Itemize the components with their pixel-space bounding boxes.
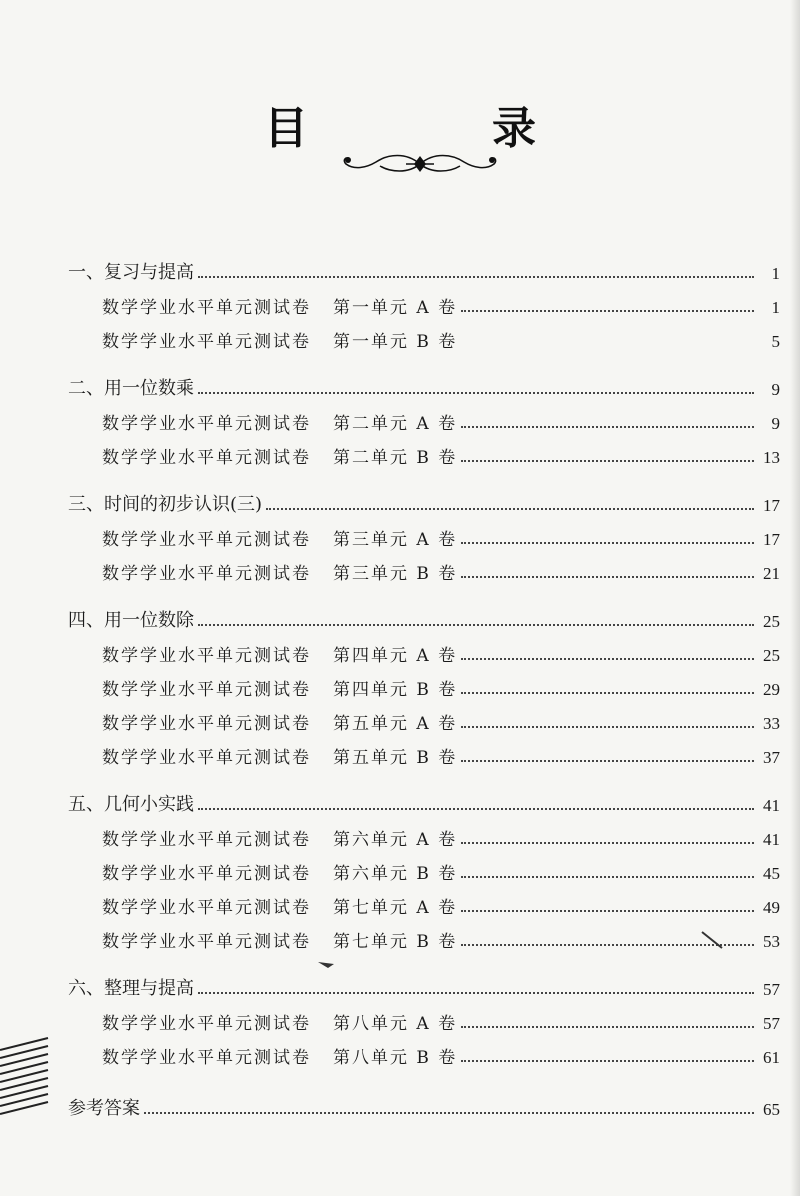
entry-unit: 第二单元 B 卷: [333, 448, 458, 468]
page-number: 61: [763, 1048, 780, 1067]
leader-dots: [266, 507, 754, 510]
toc-entry[interactable]: [68, 918, 780, 952]
leader-dots: [461, 459, 754, 462]
leader-dots: [461, 1059, 754, 1062]
toc-entry[interactable]: [68, 700, 780, 734]
entry-unit: 第六单元 B 卷: [333, 864, 458, 884]
section-title: 参考答案: [68, 1098, 140, 1119]
entry-unit: 第八单元 A 卷: [333, 1014, 458, 1034]
leader-dots: [461, 425, 754, 428]
entry-series: 数学学业水平单元测试卷: [102, 748, 311, 768]
entry-series: 数学学业水平单元测试卷: [102, 1048, 311, 1068]
leader-dots: [144, 1111, 754, 1114]
page-number: 33: [763, 714, 780, 733]
leader-dots: [461, 541, 754, 544]
toc-section[interactable]: [68, 366, 780, 400]
page-number: 17: [763, 496, 780, 515]
page-number: 37: [763, 748, 780, 767]
leader-dots: [198, 275, 754, 278]
entry-unit: 第五单元 B 卷: [333, 748, 458, 768]
section-title: 一、复习与提高: [68, 262, 194, 283]
leader-dots: [461, 1025, 754, 1028]
page-number: 45: [763, 864, 780, 883]
leader-dots: [461, 657, 754, 660]
toc-entry[interactable]: [68, 666, 780, 700]
toc-answers[interactable]: [68, 1086, 780, 1120]
entry-series: 数学学业水平单元测试卷: [102, 680, 311, 700]
toc-entry[interactable]: [68, 1034, 780, 1068]
entry-series: 数学学业水平单元测试卷: [102, 646, 311, 666]
entry-unit: 第三单元 A 卷: [333, 530, 458, 550]
entry-unit: 第七单元 A 卷: [333, 898, 458, 918]
toc-entry[interactable]: [68, 284, 780, 318]
entry-series: 数学学业水平单元测试卷: [102, 530, 311, 550]
toc-entry[interactable]: [68, 1000, 780, 1034]
page-number: 13: [763, 448, 780, 467]
entry-series: 数学学业水平单元测试卷: [102, 714, 311, 734]
page-number: 21: [763, 564, 780, 583]
section-title: 六、整理与提高: [68, 978, 194, 999]
leader-dots: [461, 759, 754, 762]
ink-smudge-icon: [316, 958, 336, 970]
leader-dots: [198, 807, 754, 810]
toc-section[interactable]: [68, 966, 780, 1000]
page-number: 57: [763, 980, 780, 999]
entry-series: 数学学业水平单元测试卷: [102, 414, 311, 434]
toc-entry[interactable]: [68, 516, 780, 550]
toc-section[interactable]: [68, 250, 780, 284]
title-ornament-icon: [336, 148, 504, 180]
section-title: 四、用一位数除: [68, 610, 194, 631]
page-number: 41: [763, 830, 780, 849]
leader-dots: [461, 841, 754, 844]
leader-dots: [198, 391, 754, 394]
page-number: 53: [763, 932, 780, 951]
entry-unit: 第七单元 B 卷: [333, 932, 458, 952]
entry-unit: 第八单元 B 卷: [333, 1048, 458, 1068]
page-number: 5: [771, 332, 780, 351]
entry-series: 数学学业水平单元测试卷: [102, 298, 311, 318]
toc-section[interactable]: [68, 482, 780, 516]
entry-series: 数学学业水平单元测试卷: [102, 564, 311, 584]
entry-series: 数学学业水平单元测试卷: [102, 332, 311, 352]
toc-entry[interactable]: [68, 400, 780, 434]
leader-dots: [461, 691, 754, 694]
toc-entry[interactable]: [68, 734, 780, 768]
page-number: 49: [763, 898, 780, 917]
entry-unit: 第六单元 A 卷: [333, 830, 458, 850]
page-title: 目 录: [264, 103, 606, 154]
page-number: 41: [763, 796, 780, 815]
page-number: 17: [763, 530, 780, 549]
page-edge-shadow: [790, 0, 800, 1196]
toc-entry[interactable]: [68, 434, 780, 468]
toc-section[interactable]: [68, 598, 780, 632]
entry-unit: 第四单元 B 卷: [333, 680, 458, 700]
toc-entry[interactable]: [68, 850, 780, 884]
page-number: 9: [771, 380, 780, 399]
section-title: 二、用一位数乘: [68, 378, 194, 399]
page-number: 25: [763, 646, 780, 665]
entry-series: 数学学业水平单元测试卷: [102, 864, 311, 884]
toc-entry[interactable]: [68, 550, 780, 584]
entry-unit: 第五单元 A 卷: [333, 714, 458, 734]
page-number: 9: [771, 414, 780, 433]
leader-dots: [198, 623, 754, 626]
entry-unit: 第二单元 A 卷: [333, 414, 458, 434]
entry-series: 数学学业水平单元测试卷: [102, 1014, 311, 1034]
binding-stripes-icon: [0, 1036, 50, 1126]
page-number: 57: [763, 1014, 780, 1033]
leader-dots: [461, 909, 754, 912]
entry-series: 数学学业水平单元测试卷: [102, 830, 311, 850]
toc-entry[interactable]: [68, 816, 780, 850]
entry-series: 数学学业水平单元测试卷: [102, 932, 311, 952]
page-number: 1: [771, 264, 780, 283]
section-title: 五、几何小实践: [68, 794, 194, 815]
entry-unit: 第一单元 A 卷: [333, 298, 458, 318]
toc-entry[interactable]: [68, 632, 780, 666]
entry-series: 数学学业水平单元测试卷: [102, 448, 311, 468]
entry-unit: 第四单元 A 卷: [333, 646, 458, 666]
leader-dots: [461, 725, 754, 728]
page-number: 29: [763, 680, 780, 699]
toc-section[interactable]: [68, 782, 780, 816]
leader-dots: [461, 309, 754, 312]
toc-entry[interactable]: [68, 318, 780, 352]
leader-dots: [461, 875, 754, 878]
page-number: 1: [771, 298, 780, 317]
ink-smudge-icon: [700, 930, 724, 950]
entry-unit: 第一单元 B 卷: [333, 332, 458, 352]
leader-dots: [461, 575, 754, 578]
page-number: 25: [763, 612, 780, 631]
table-of-contents: [68, 250, 780, 1120]
page-number: 65: [763, 1100, 780, 1119]
section-title: 三、时间的初步认识(三): [68, 494, 263, 515]
entry-unit: 第三单元 B 卷: [333, 564, 458, 584]
entry-series: 数学学业水平单元测试卷: [102, 898, 311, 918]
toc-entry[interactable]: [68, 884, 780, 918]
leader-dots: [198, 991, 754, 994]
